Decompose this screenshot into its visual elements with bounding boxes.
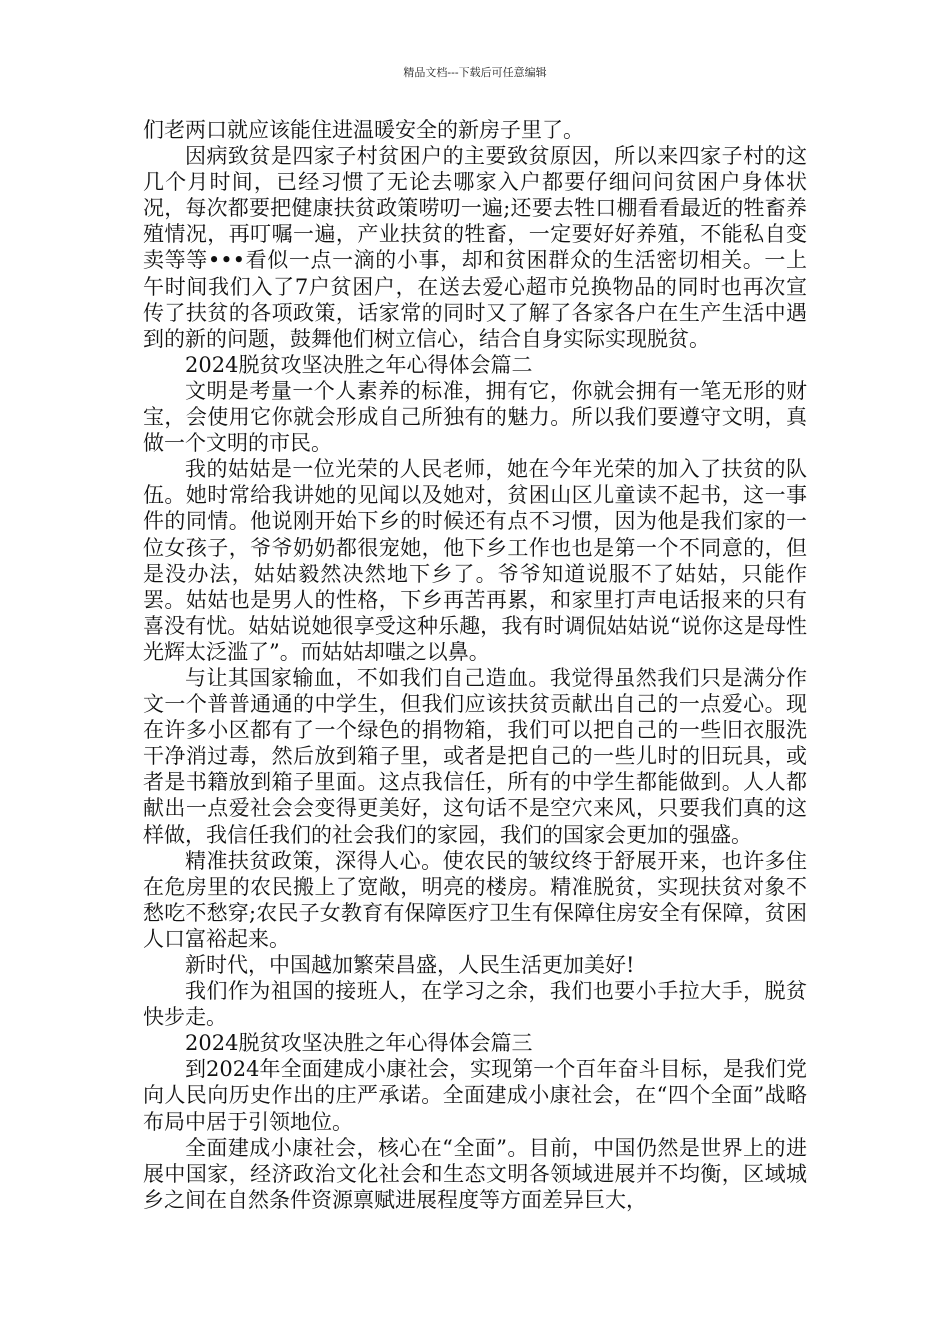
paragraph: 与让其国家输血，不如我们自己造血。我觉得虽然我们只是满分作文一个普普通通的中学生，但我们应该扶贫贡献出自己的一点爱心。现在许多小区都有了一个绿色的捐物箱，我们可以把自己的一些旧衣服洗干净消过毒，然后放到箱子里，或者是把自己的一些儿时的旧玩具，或者是书籍放到箱子里面。这点我信任，所有的中学生都能做到。人人都献出一点爱社会会变得更美好，这句话不是空穴来风，只要我们真的这样做，我信任我们的社会我们的家园，我们的国家会更加的强盛。 [143,665,807,847]
section-heading: 2024脱贫攻坚决胜之年心得体会篇三 [185,1031,533,1056]
paragraph: 精准扶贫政策，深得人心。使农民的皱纹终于舒展开来，也许多住在危房里的农民搬上了宽敞，明亮的楼房。精准脱贫，实现扶贫对象不愁吃不愁穿;农民子女教育有保障医疗卫生有保障住房安全有保障，贫困人口富裕起来。 [143,848,807,951]
page-header: 精品文档---下载后可任意编辑 [403,66,547,79]
section-heading: 2024脱贫攻坚决胜之年心得体会篇二 [185,352,533,377]
document-body [143,117,807,1213]
paragraph: 因病致贫是四家子村贫困户的主要致贫原因，所以来四家子村的这几个月时间，已经习惯了无论去哪家入户都要仔细问问贫困户身体状况，每次都要把健康扶贫政策唠叨一遍;还要去牲口棚看看最近的牲畜养殖情况，再叮嘱一遍，产业扶贫的牲畜，一定要好好养殖，不能私自变卖等等•••看似一点一滴的小事，却和贫困群众的生活密切相关。一上午时间我们入了7户贫困户，在送去爱心超市兑换物品的同时也再次宣传了扶贫的各项政策，话家常的同时又了解了各家各户在生产生活中遇到的新的问题，鼓舞他们树立信心，结合自身实际实现脱贫。 [143,144,807,351]
paragraph: 文明是考量一个人素养的标准，拥有它，你就会拥有一笔无形的财宝，会使用它你就会形成自己所独有的魅力。所以我们要遵守文明，真做一个文明的市民。 [143,378,807,456]
paragraph: 全面建成小康社会，核心在“全面”。目前，中国仍然是世界上的进展中国家，经济政治文化社会和生态文明各领域进展并不均衡，区域城乡之间在自然条件资源禀赋进展程度等方面差异巨大， [143,1135,807,1212]
paragraph: 到2024年全面建成小康社会，实现第一个百年奋斗目标，是我们党向人民向历史作出的庄严承诺。全面建成小康社会，在“四个全面”战略布局中居于引领地位。 [143,1057,807,1134]
paragraph: 我的姑姑是一位光荣的人民老师，她在今年光荣的加入了扶贫的队伍。她时常给我讲她的见闻以及她对，贫困山区儿童读不起书，这一事件的同情。他说刚开始下乡的时候还有点不习惯，因为他是我们家的一位女孩子，爷爷奶奶都很宠她，他下乡工作也也是第一个不同意的，但是没办法，姑姑毅然决然地下乡了。爷爷知道说服不了姑姑，只能作罢。姑姑也是男人的性格，下乡再苦再累，和家里打声电话报来的只有喜没有忧。姑姑说她很享受这种乐趣，我有时调侃姑姑说“说你这是母性光辉太泛滥了”。而姑姑却嗤之以鼻。 [143,457,807,664]
paragraph: 们老两口就应该能住进温暖安全的新房子里了。 [143,118,584,142]
paragraph: 我们作为祖国的接班人，在学习之余，我们也要小手拉大手，脱贫快步走。 [143,979,807,1030]
paragraph: 新时代，中国越加繁荣昌盛，人民生活更加美好! [185,953,635,977]
